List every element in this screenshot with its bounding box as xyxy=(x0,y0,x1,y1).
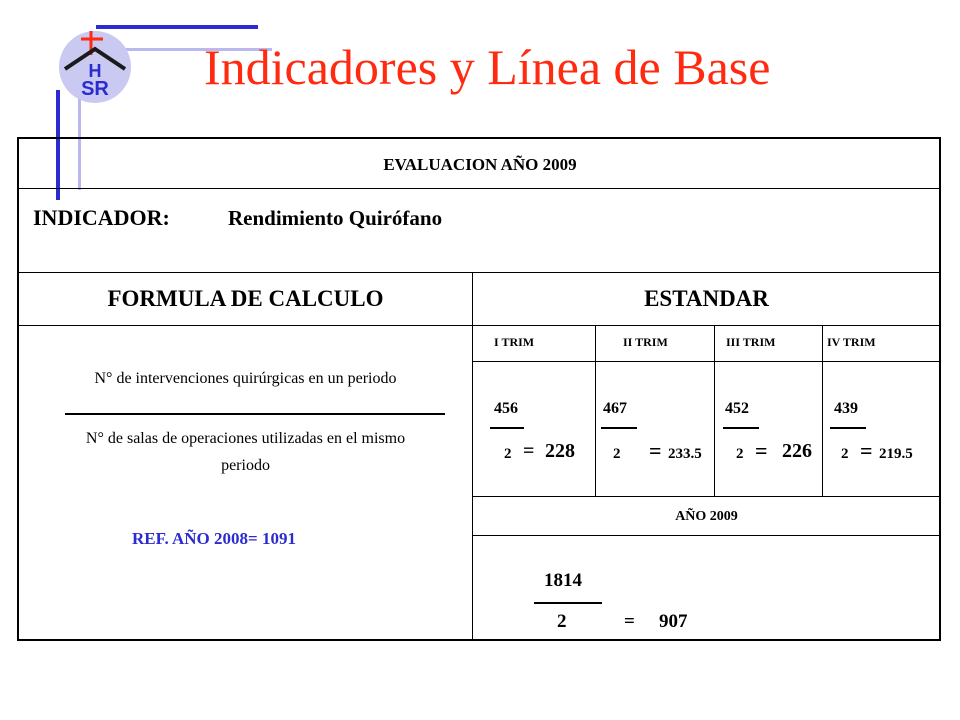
col-divider xyxy=(595,325,596,496)
quarter-numerator: 467 xyxy=(603,400,627,417)
year-fraction-bar xyxy=(534,602,602,604)
col-divider xyxy=(714,325,715,496)
year-result: 907 xyxy=(659,611,688,632)
quarter-label: IV TRIM xyxy=(827,335,876,349)
quarter-equals: = xyxy=(523,440,535,462)
quarter-equals: = xyxy=(649,438,662,463)
quarter-divisor: 2 xyxy=(504,446,512,462)
year-divisor: 2 xyxy=(557,611,567,632)
quarter-label: III TRIM xyxy=(726,335,776,349)
quarter-divisor: 2 xyxy=(613,446,621,462)
indicator-label: INDICADOR: xyxy=(33,205,170,230)
quarter-divisor: 2 xyxy=(841,446,849,462)
quarter-result: 233.5 xyxy=(668,446,702,462)
quarter-result: 226 xyxy=(782,440,812,462)
formula-denominator-line2: periodo xyxy=(221,457,270,474)
quarter-equals: = xyxy=(860,438,873,463)
row-divider xyxy=(472,496,941,497)
year-equals: = xyxy=(624,611,635,632)
formula-fraction-bar xyxy=(65,413,445,415)
quarter-numerator: 452 xyxy=(725,400,749,417)
quarter-fraction-bar xyxy=(601,427,637,429)
indicator-table xyxy=(17,137,941,641)
evaluation-heading: EVALUACION AÑO 2009 xyxy=(383,155,577,174)
reference-value: REF. AÑO 2008= 1091 xyxy=(132,529,296,548)
col-divider xyxy=(472,272,473,641)
svg-text:SR: SR xyxy=(81,78,109,100)
row-divider xyxy=(19,272,941,273)
quarter-fraction-bar xyxy=(490,427,524,429)
row-divider xyxy=(472,361,941,362)
formula-denominator-line1: N° de salas de operaciones utilizadas en el mismo xyxy=(85,430,406,447)
row-divider xyxy=(472,535,941,536)
hospital-logo-icon xyxy=(55,25,135,105)
quarter-equals: = xyxy=(755,438,768,463)
quarter-numerator: 456 xyxy=(494,400,518,417)
quarter-fraction-bar xyxy=(830,427,866,429)
quarter-label: I TRIM xyxy=(494,335,535,349)
row-divider xyxy=(19,188,941,189)
formula-column-header: FORMULA DE CALCULO xyxy=(107,286,384,311)
indicator-value: Rendimiento Quirófano xyxy=(228,206,443,230)
svg-text:H: H xyxy=(88,61,102,81)
quarter-label: II TRIM xyxy=(623,335,668,349)
standard-column-header: ESTANDAR xyxy=(644,286,769,311)
quarter-numerator: 439 xyxy=(834,400,858,417)
row-divider xyxy=(19,325,941,326)
year-label: AÑO 2009 xyxy=(675,509,738,524)
col-divider xyxy=(822,325,823,496)
quarter-result: 228 xyxy=(545,440,575,462)
quarter-result: 219.5 xyxy=(879,446,913,462)
formula-numerator: N° de intervenciones quirúrgicas en un periodo xyxy=(94,370,397,387)
quarter-divisor: 2 xyxy=(736,446,744,462)
quarter-fraction-bar xyxy=(723,427,759,429)
year-numerator: 1814 xyxy=(544,570,582,591)
page-title: Indicadores y Línea de Base xyxy=(204,39,771,95)
